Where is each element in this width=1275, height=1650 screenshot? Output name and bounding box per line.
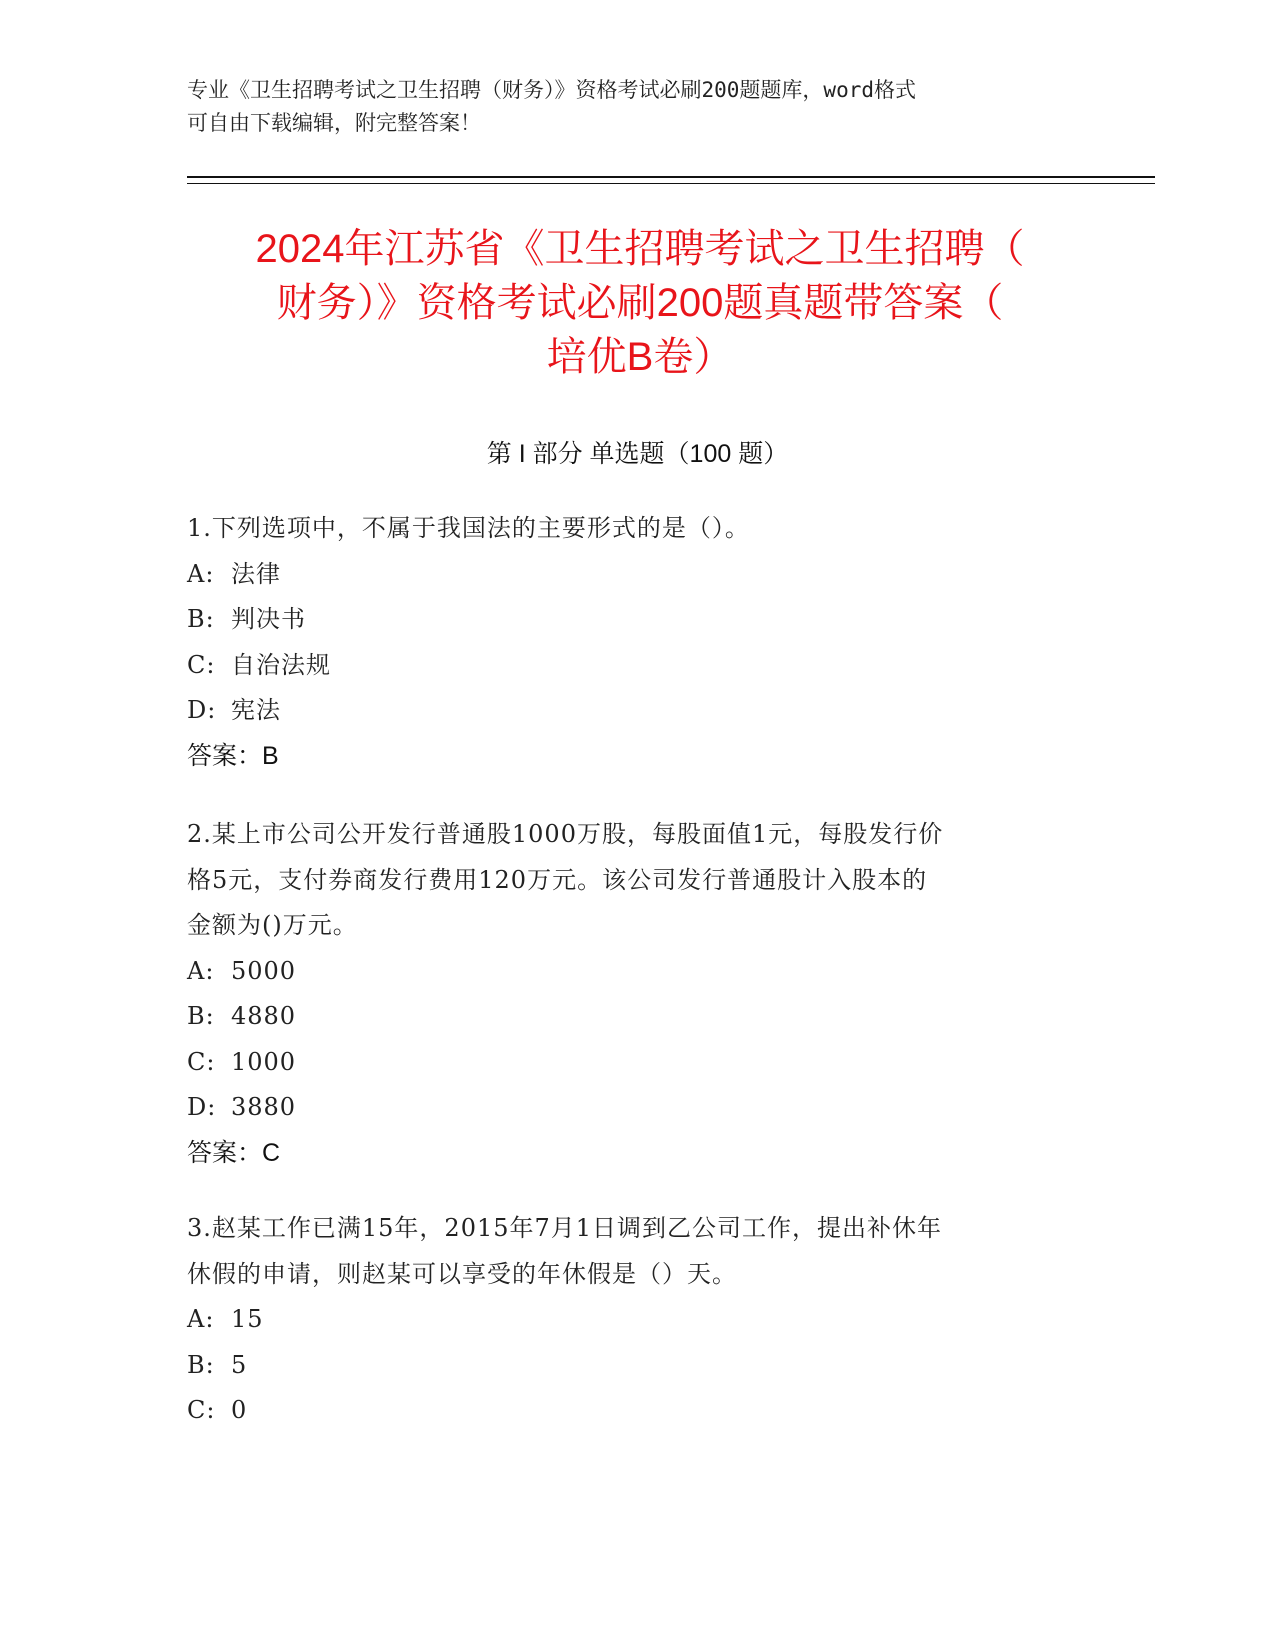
- option-key: C:: [187, 1396, 216, 1424]
- option-c: [187, 643, 1107, 689]
- option-c: [187, 1040, 1107, 1086]
- header-note-line: 可自由下载编辑，附完整答案！: [187, 111, 481, 135]
- option-key: B:: [187, 605, 215, 633]
- question-stem: 金额为()万元。: [187, 911, 358, 939]
- option-text: 5000: [231, 956, 297, 985]
- option-b: [187, 597, 1107, 643]
- option-d: [187, 688, 1107, 734]
- question-stem: 3.赵某工作已满15年，2015年7月1日调到乙公司工作，提出补休年: [187, 1214, 943, 1242]
- option-text: 自治法规: [231, 650, 331, 679]
- question-stem: 1.下列选项中，不属于我国法的主要形式的是（）。: [187, 514, 750, 542]
- option-c: [187, 1388, 1107, 1434]
- option-a: [187, 949, 1107, 995]
- option-key: A:: [187, 956, 215, 985]
- question-stem: 休假的申请，则赵某可以享受的年休假是（）天。: [187, 1259, 737, 1288]
- option-key: A:: [187, 1305, 215, 1333]
- option-key: B:: [187, 1002, 215, 1030]
- option-key: D:: [187, 696, 217, 724]
- question-3: [187, 1206, 1107, 1434]
- title-line: 培优B卷）: [546, 335, 734, 379]
- header-note: [187, 74, 1087, 140]
- header-divider-thin: [187, 183, 1155, 184]
- option-text: 判决书: [231, 605, 306, 633]
- option-text: 0: [231, 1396, 248, 1424]
- option-key: B:: [187, 1350, 215, 1379]
- question-stem: 2.某上市公司公开发行普通股1000万股，每股面值1元，每股发行价: [187, 820, 944, 848]
- option-text: 5: [231, 1350, 248, 1379]
- option-text: 4880: [231, 1002, 297, 1030]
- option-text: 宪法: [231, 696, 281, 724]
- header-divider-thick: [187, 176, 1155, 178]
- answer-line: 答案：B: [187, 741, 279, 770]
- option-key: A:: [187, 559, 215, 588]
- title-line: 财务）》资格考试必刷200题真题带答案（: [276, 281, 1004, 325]
- option-d: [187, 1085, 1107, 1131]
- section-heading: 第 I 部分 单选题（100 题）: [486, 440, 789, 468]
- option-text: 15: [231, 1305, 264, 1333]
- option-key: C:: [187, 1047, 216, 1076]
- answer-line: 答案：C: [187, 1138, 281, 1167]
- option-text: 3880: [231, 1093, 297, 1121]
- header-note-line: 专业《卫生招聘考试之卫生招聘（财务）》资格考试必刷200题题库，word格式: [187, 78, 916, 102]
- option-a: [187, 552, 1107, 598]
- document-title: [130, 222, 1150, 384]
- question-2: [187, 812, 1107, 1176]
- option-text: 法律: [231, 559, 281, 588]
- option-key: C:: [187, 650, 216, 679]
- option-text: 1000: [231, 1047, 297, 1076]
- option-b: [187, 994, 1107, 1040]
- title-line: 2024年江苏省《卫生招聘考试之卫生招聘（: [255, 227, 1025, 271]
- option-a: [187, 1297, 1107, 1343]
- option-b: [187, 1343, 1107, 1389]
- question-stem: 格5元，支付券商发行费用120万元。该公司发行普通股计入股本的: [187, 865, 928, 894]
- option-key: D:: [187, 1093, 217, 1121]
- question-1: [187, 506, 1107, 779]
